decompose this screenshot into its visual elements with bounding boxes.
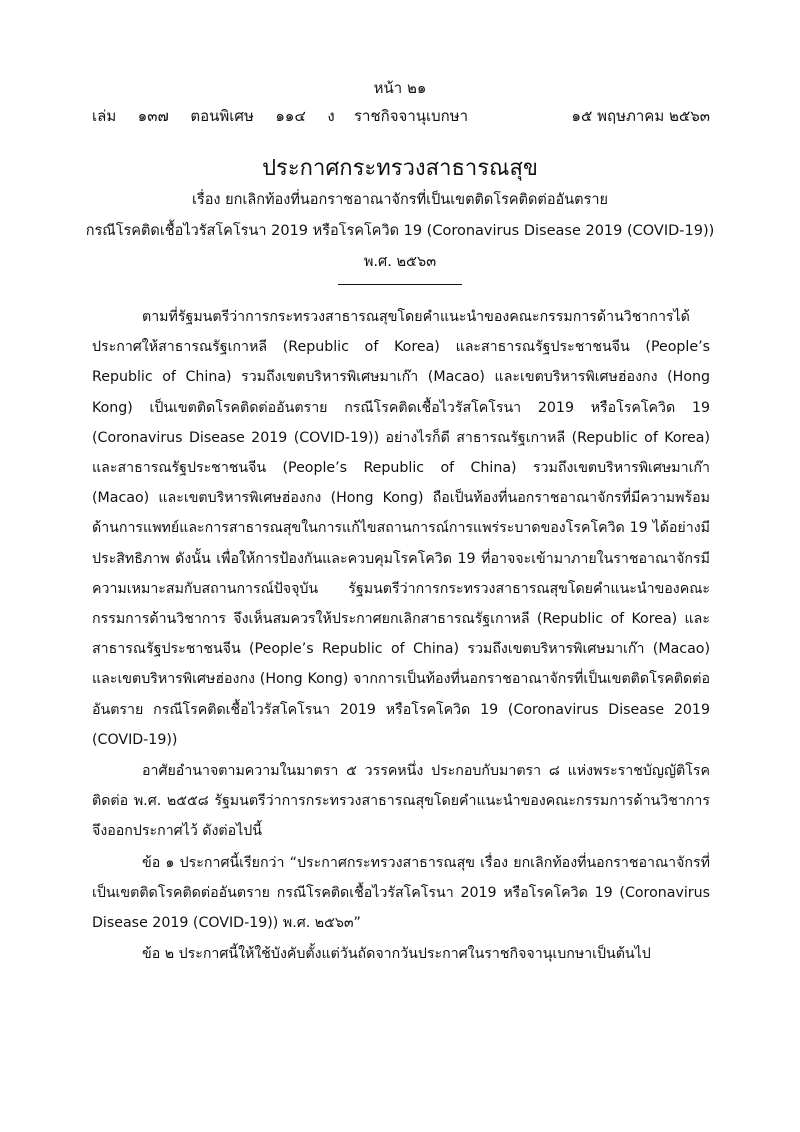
section-number: ๑๑๔ [275, 107, 306, 125]
gazette-header [92, 104, 710, 126]
volume-info [92, 104, 335, 128]
document-body [92, 302, 710, 969]
paragraph-authority: อาศัยอำนาจตามความในมาตรา ๕ วรรคหนึ่ง ประกอบกับมาตรา ๘ แห่งพระราชบัญญัติโรคติดต่อ พ.ศ. ๒๕๕๘ รัฐมนตรีว่าการกระทรวงสาธารณสุขโดยคำแนะนำของคณะกรรมการด้านวิชาการ จึงออกประกาศไว้ ดังต่อไปนี้ [92, 763, 710, 840]
paragraph-clause-2: ข้อ ๒ ประกาศนี้ให้ใช้บังคับตั้งแต่วันถัดจากวันประกาศในราชกิจจานุเบกษาเป็นต้นไป [142, 946, 651, 963]
gazette-name: ราชกิจจานุเบกษา [354, 107, 469, 125]
volume-number: ๑๓๗ [137, 107, 169, 125]
section-letter: ง [327, 107, 335, 125]
paragraph-clause-1: ข้อ ๑ ประกาศนี้เรียกว่า “ประกาศกระทรวงสาธารณสุข เรื่อง ยกเลิกท้องที่นอกราชอาณาจักรที่เป็นเขตติดโรคติดต่ออันตราย กรณีโรคติดเชื้อไวรัสโคโรนา 2019 หรือโรคโควิด 19 (Coronavirus Disease 2019 (COVID-19)) พ.ศ. ๒๕๖๓” [92, 854, 710, 932]
section-label: ตอนพิเศษ [190, 107, 254, 125]
subject-line-1: เรื่อง ยกเลิกท้องที่นอกราชอาณาจักรที่เป็นเขตติดโรคติดต่ออันตราย [191, 192, 609, 208]
title-divider [338, 284, 462, 285]
paragraph-preamble: ตามที่รัฐมนตรีว่าการกระทรวงสาธารณสุขโดยคำแนะนำของคณะกรรมการด้านวิชาการได้ประกาศให้สาธารณรัฐเกาหลี (Republic of Korea) และสาธารณรัฐประชาชนจีน (People’s Republic of China) รวมถึงเขตบริหารพิเศษมาเก๊า (Macao) และเขตบริหารพิเศษฮ่องกง (Hong Kong) เป็นเขตติดโรคติดต่ออันตราย กรณีโรคติดเชื้อไวรัสโคโรนา 2019 หรือโรคโควิด 19 (Coronavirus Disease 2019 (COVID-19)) อย่างไรก็ดี สาธารณรัฐเกาหลี (Republic of Korea) และสาธารณรัฐประชาชนจีน (People’s Republic of China) รวมถึงเขตบริหารพิเศษมาเก๊า (Macao) และเขตบริหารพิเศษฮ่องกง (Hong Kong) ถือเป็นท้องที่นอกราชอาณาจักรที่มีความพร้อมด้านการแพทย์และการสาธารณสุขในการแก้ไขสถานการณ์การแพร่ระบาดของโรคโควิด 19 ได้อย่างมีประสิทธิภาพ ดังนั้น เพื่อให้การป้องกันและควบคุมโรคโควิด 19 ที่อาจจะเข้ามาภายในราชอาณาจักรมีความเหมาะสมกับสถานการณ์ปัจจุบัน รัฐมนตรีว่าการกระทรวงสาธารณสุขโดยคำแนะนำของคณะกรรมการด้านวิชาการ จึงเห็นสมควรให้ประกาศยกเลิกสาธารณรัฐเกาหลี (Republic of Korea) และสาธารณรัฐประชาชนจีน (People’s Republic of China) รวมถึงเขตบริหารพิเศษมาเก๊า (Macao) และเขตบริหารพิเศษฮ่องกง (Hong Kong) จากการเป็นท้องที่นอกราชอาณาจักรที่เป็นเขตติดโรคติดต่ออันตราย กรณีโรคติดเชื้อไวรัสโคโรนา 2019 หรือโรคโควิด 19 (Coronavirus Disease 2019 (COVID-19)) [92, 309, 710, 748]
publication-date: ๑๕ พฤษภาคม ๒๕๖๓ [571, 107, 710, 125]
document-year: พ.ศ. ๒๕๖๓ [363, 254, 437, 270]
volume-label: เล่ม [92, 107, 117, 125]
document-title: ประกาศกระทรวงสาธารณสุข [262, 156, 538, 181]
subject-line-2: กรณีโรคติดเชื้อไวรัสโคโรนา 2019 หรือโรคโควิด 19 (Coronavirus Disease 2019 (COVID-19)) [85, 223, 715, 239]
page-number: หน้า ๒๑ [373, 79, 427, 97]
